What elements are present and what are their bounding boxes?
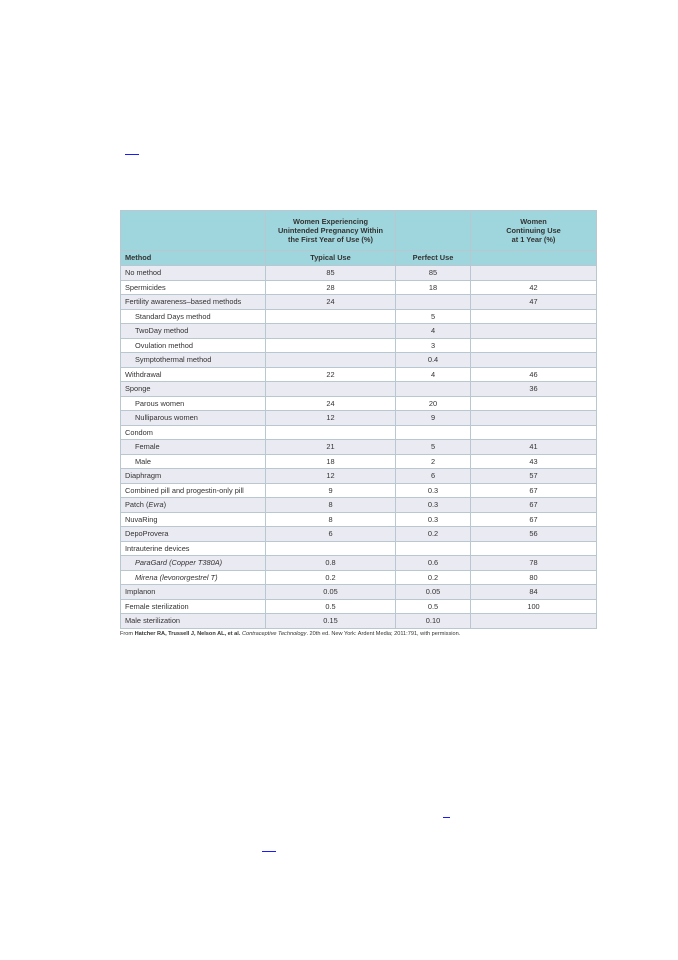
typical-use-column-header: Typical Use [266, 251, 396, 266]
perfect-use-cell [396, 295, 471, 310]
method-text: ) [163, 500, 167, 509]
typical-use-cell: 22 [266, 367, 396, 382]
table-row [121, 280, 597, 295]
typical-use-cell [266, 353, 396, 368]
continuing-use-cell: 84 [471, 585, 597, 600]
perfect-use-cell: 3 [396, 338, 471, 353]
table-row [121, 266, 597, 281]
perfect-use-cell: 9 [396, 411, 471, 426]
typical-use-cell: 21 [266, 440, 396, 455]
typical-use-cell: 12 [266, 411, 396, 426]
table-row [121, 338, 597, 353]
continuing-use-cell: 41 [471, 440, 597, 455]
continuing-use-cell [471, 411, 597, 426]
method-cell: Female [121, 440, 266, 455]
contraception-effectiveness-table [120, 210, 596, 629]
method-cell: DepoProvera [121, 527, 266, 542]
caption-authors: Hatcher RA, Trussell J, Nelson AL, et al. [134, 631, 241, 637]
typical-use-cell: 8 [266, 498, 396, 513]
perfect-use-cell: 0.4 [396, 353, 471, 368]
method-cell: Ovulation method [121, 338, 266, 353]
caption-prefix: From [120, 631, 135, 637]
typical-use-cell: 6 [266, 527, 396, 542]
perfect-use-cell: 4 [396, 324, 471, 339]
method-brand-text: Evra [148, 500, 164, 509]
caption-book-title: Contraceptive Technology [241, 631, 307, 637]
perfect-use-column-header: Perfect Use [396, 251, 471, 266]
table-row [121, 585, 597, 600]
perfect-use-cell: 6 [396, 469, 471, 484]
reference-link-marker[interactable] [125, 154, 139, 155]
method-cell: Female sterilization [121, 599, 266, 614]
continuing-use-cell: 57 [471, 469, 597, 484]
method-column-header: Method [121, 251, 266, 266]
continuing-use-cell [471, 541, 597, 556]
perfect-use-cell: 0.3 [396, 512, 471, 527]
method-cell: Sponge [121, 382, 266, 397]
table-row [121, 614, 597, 629]
method-cell: Spermicides [121, 280, 266, 295]
continuing-use-cell: 46 [471, 367, 597, 382]
table-row [121, 382, 597, 397]
typical-use-cell: 0.15 [266, 614, 396, 629]
perfect-use-cell: 5 [396, 309, 471, 324]
continuing-use-cell [471, 353, 597, 368]
typical-use-cell [266, 324, 396, 339]
pregnancy-group-header [266, 211, 396, 251]
table-row [121, 295, 597, 310]
table-row [121, 469, 597, 484]
method-cell: Implanon [121, 585, 266, 600]
perfect-use-cell: 5 [396, 440, 471, 455]
perfect-use-cell: 4 [396, 367, 471, 382]
typical-use-cell: 85 [266, 266, 396, 281]
method-text: Patch ( [125, 500, 149, 509]
continuing-use-cell [471, 266, 597, 281]
perfect-use-cell: 2 [396, 454, 471, 469]
perfect-use-cell: 85 [396, 266, 471, 281]
continuing-use-cell [471, 324, 597, 339]
typical-use-cell: 0.8 [266, 556, 396, 571]
typical-use-cell: 18 [266, 454, 396, 469]
method-cell: Fertility awareness–based methods [121, 295, 266, 310]
table-row [121, 483, 597, 498]
typical-use-cell: 9 [266, 483, 396, 498]
table-row [121, 411, 597, 426]
perfect-use-cell: 18 [396, 280, 471, 295]
group-header-row [121, 211, 597, 251]
typical-use-cell: 24 [266, 295, 396, 310]
method-cell: Male [121, 454, 266, 469]
continuing-use-column-header [471, 251, 597, 266]
header-line: Women Experiencing [292, 216, 369, 226]
continuing-use-cell: 42 [471, 280, 597, 295]
method-cell: Intrauterine devices [121, 541, 266, 556]
perfect-use-cell: 0.2 [396, 527, 471, 542]
table-row [121, 556, 597, 571]
continuing-use-cell: 100 [471, 599, 597, 614]
perfect-use-cell: 0.3 [396, 498, 471, 513]
typical-use-cell [266, 382, 396, 397]
method-cell [121, 498, 266, 513]
table-row [121, 541, 597, 556]
table-row [121, 454, 597, 469]
continuing-use-cell [471, 396, 597, 411]
typical-use-cell [266, 309, 396, 324]
table-source-caption [120, 631, 596, 637]
table-row [121, 498, 597, 513]
continuing-use-cell: 67 [471, 483, 597, 498]
table-row [121, 570, 597, 585]
perfect-use-cell [396, 382, 471, 397]
perfect-use-cell: 0.10 [396, 614, 471, 629]
continuing-use-cell: 80 [471, 570, 597, 585]
method-cell: Condom [121, 425, 266, 440]
table-row [121, 425, 597, 440]
method-cell: Diaphragm [121, 469, 266, 484]
method-cell: NuvaRing [121, 512, 266, 527]
header-line: the First Year of Use (%) [288, 235, 373, 245]
method-cell: TwoDay method [121, 324, 266, 339]
continuing-use-cell [471, 614, 597, 629]
table-row [121, 527, 597, 542]
continuing-use-cell: 67 [471, 512, 597, 527]
typical-use-cell [266, 425, 396, 440]
method-cell: Withdrawal [121, 367, 266, 382]
perfect-use-cell [396, 541, 471, 556]
caption-publication: . 20th ed. New York: Ardent Media; 2011:791, with permission. [306, 631, 461, 637]
continuing-use-cell: 78 [471, 556, 597, 571]
typical-use-cell: 24 [266, 396, 396, 411]
perfect-use-cell: 0.3 [396, 483, 471, 498]
typical-use-cell: 0.2 [266, 570, 396, 585]
table-row [121, 367, 597, 382]
typical-use-cell: 28 [266, 280, 396, 295]
continuing-group-header [471, 211, 597, 251]
table-row [121, 440, 597, 455]
table-row [121, 309, 597, 324]
method-cell: Combined pill and progestin-only pill [121, 483, 266, 498]
header-line: at 1 Year (%) [511, 235, 556, 245]
typical-use-cell [266, 541, 396, 556]
header-line: Continuing Use [506, 225, 561, 235]
typical-use-cell: 12 [266, 469, 396, 484]
perfect-use-cell: 0.05 [396, 585, 471, 600]
header-line: Unintended Pregnancy Within [277, 225, 384, 235]
table-row [121, 599, 597, 614]
perfect-use-cell: 0.2 [396, 570, 471, 585]
perfect-use-cell: 20 [396, 396, 471, 411]
continuing-use-cell: 67 [471, 498, 597, 513]
continuing-use-cell [471, 309, 597, 324]
method-cell: Symptothermal method [121, 353, 266, 368]
typical-use-cell: 0.5 [266, 599, 396, 614]
table-row [121, 324, 597, 339]
table-row [121, 353, 597, 368]
empty-header-cell [121, 211, 266, 251]
method-cell: Standard Days method [121, 309, 266, 324]
method-cell: Male sterilization [121, 614, 266, 629]
continuing-use-cell: 56 [471, 527, 597, 542]
continuing-use-cell: 36 [471, 382, 597, 397]
method-cell: Parous women [121, 396, 266, 411]
reference-link-marker[interactable] [262, 851, 276, 852]
continuing-use-cell [471, 338, 597, 353]
column-header-row [121, 251, 597, 266]
continuing-use-cell: 47 [471, 295, 597, 310]
typical-use-cell: 0.05 [266, 585, 396, 600]
method-cell: ParaGard (Copper T380A) [121, 556, 266, 571]
table-row [121, 512, 597, 527]
method-cell: Mirena (levonorgestrel T) [121, 570, 266, 585]
perfect-use-cell: 0.6 [396, 556, 471, 571]
typical-use-cell [266, 338, 396, 353]
table-row [121, 396, 597, 411]
perfect-use-cell: 0.5 [396, 599, 471, 614]
empty-header-cell [396, 211, 471, 251]
perfect-use-cell [396, 425, 471, 440]
header-line: Women [520, 216, 547, 226]
typical-use-cell: 8 [266, 512, 396, 527]
table-body [121, 266, 597, 629]
continuing-use-cell: 43 [471, 454, 597, 469]
continuing-use-cell [471, 425, 597, 440]
reference-link-marker[interactable] [443, 817, 450, 818]
method-cell: No method [121, 266, 266, 281]
method-cell: Nulliparous women [121, 411, 266, 426]
